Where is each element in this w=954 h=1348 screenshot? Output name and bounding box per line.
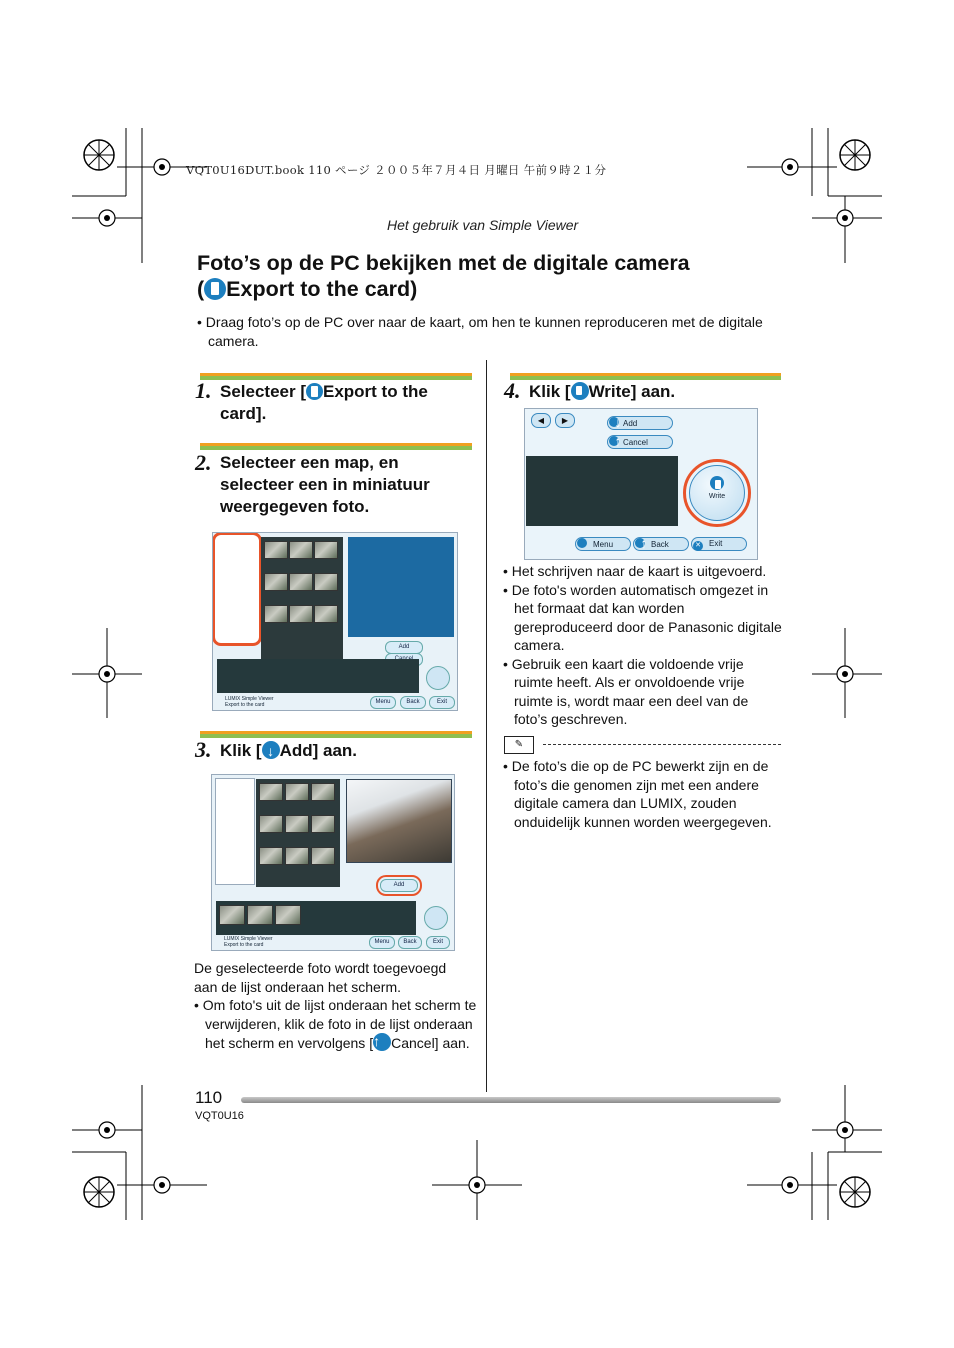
note-bullet: • De foto’s die op de PC bewerkt zijn en de foto’s die genomen zijn met een andere digitale camera dan LUMIX, zouden onduidelijk kunnen worden weergegeven. xyxy=(503,758,772,830)
title-line-1: Foto’s op de PC bekijken met de digitale camera xyxy=(197,251,690,275)
add-button[interactable]: Add xyxy=(385,641,423,654)
back-button[interactable]: ↑ Back xyxy=(633,537,689,551)
cancel-button[interactable]: ↑Cancel xyxy=(607,435,673,449)
page-title xyxy=(197,250,757,302)
add-icon xyxy=(262,741,280,759)
intro-bullet: • Draag foto’s op de PC over naar de kaart, om hen te kunnen reproduceren met de digitale camera. xyxy=(197,314,763,349)
list-item: • Gebruik een kaart die voldoende vrije ruimte heeft. Als er onvoldoende vrije ruimte is, wordt maar een deel van de foto’s geschreven. xyxy=(503,655,749,727)
step-4-number: 4. xyxy=(504,378,521,403)
footer-bar xyxy=(241,1097,781,1103)
title-line-2: ( Export to the card) xyxy=(197,277,418,301)
screenshot-add-photo xyxy=(211,774,455,951)
step-1-number: 1. xyxy=(195,378,212,403)
app-subtitle: Export to the card xyxy=(225,702,265,708)
running-title: Het gebruik van Simple Viewer xyxy=(387,217,579,233)
step-3-note: De geselecteerde foto wordt toegevoegd aan de lijst onderaan het scherm. xyxy=(194,960,447,995)
write-label: Write xyxy=(708,493,726,500)
add-icon xyxy=(609,417,619,427)
step-3-text: Klik [↓ Add] aan. xyxy=(220,740,472,762)
folder-tree xyxy=(215,778,255,885)
exit-button[interactable]: Exit xyxy=(429,696,455,709)
menu-icon xyxy=(577,538,587,548)
step-4-bar xyxy=(510,373,781,380)
list-item: • De foto's worden automatisch omgezet in het formaat dat kan worden gereproduceerd door de Panasonic digitale camera. xyxy=(503,581,782,653)
exit-icon: ✕ xyxy=(693,541,703,551)
step-3-bar xyxy=(200,731,472,738)
app-subtitle: Export to the card xyxy=(224,942,264,948)
page-number: 110 xyxy=(195,1088,223,1107)
screenshot-write xyxy=(524,408,758,560)
app-name: LUMIX Simple Viewer xyxy=(225,696,274,702)
write-icon xyxy=(710,476,724,490)
export-list xyxy=(526,456,678,526)
step-1-text: Selecteer [ Export to the card]. xyxy=(220,382,428,423)
cancel-icon xyxy=(373,1033,391,1051)
next-arrow-button[interactable]: ▶ xyxy=(555,413,575,428)
step-4-bullets xyxy=(503,562,783,729)
step-3-number: 3. xyxy=(195,737,212,762)
export-card-icon xyxy=(306,383,323,400)
cancel-icon xyxy=(609,436,619,446)
export-card-icon xyxy=(204,278,226,300)
print-header: VQT0U16DUT.book 110 ページ ２００５年７月４日 月曜日 午前９時２１分 xyxy=(186,163,607,177)
step-2-text: Selecteer een map, en selecteer een in miniatuur weergegeven foto. xyxy=(220,453,430,516)
menu-button[interactable]: Menu xyxy=(369,936,395,949)
write-button[interactable] xyxy=(424,906,448,930)
note-icon: ✎ xyxy=(504,736,534,754)
add-button[interactable]: ↓ Add xyxy=(607,416,673,430)
note-dashed-line xyxy=(543,744,781,745)
menu-button[interactable]: Menu xyxy=(370,696,396,709)
list-item: • Het schrijven naar de kaart is uitgevoerd. xyxy=(503,563,767,579)
exit-button[interactable]: ✕ Exit xyxy=(691,537,747,551)
folder-tree xyxy=(215,535,259,643)
step-2-bar xyxy=(200,443,472,450)
write-button[interactable] xyxy=(689,465,745,521)
document-code: VQT0U16 xyxy=(195,1110,244,1122)
menu-button[interactable]: Menu xyxy=(575,537,631,551)
back-button[interactable]: Back xyxy=(400,696,426,709)
step-4-text: Klik [ Write] aan. xyxy=(529,382,676,401)
screenshot-select-photo xyxy=(212,532,458,711)
add-button[interactable]: Add xyxy=(380,879,418,892)
export-list xyxy=(217,659,419,693)
exit-button[interactable]: Exit xyxy=(426,936,450,949)
write-icon xyxy=(571,382,589,400)
back-icon xyxy=(635,538,645,548)
app-name: LUMIX Simple Viewer xyxy=(224,936,273,942)
step-1-bar xyxy=(200,373,472,380)
prev-arrow-button[interactable]: ◀ xyxy=(531,413,551,428)
export-list xyxy=(216,901,416,935)
preview-photo xyxy=(346,779,452,863)
back-button[interactable]: Back xyxy=(398,936,422,949)
column-divider xyxy=(486,360,487,1092)
preview-area xyxy=(348,537,454,637)
step-3-bullet: • Om foto's uit de lijst onderaan het scherm te verwijderen, klik de foto in de lijst onderaan het scherm en vervolgens [↑ Cancel] aan. xyxy=(194,996,480,1053)
write-button[interactable] xyxy=(426,666,450,690)
step-2-number: 2. xyxy=(195,450,212,475)
